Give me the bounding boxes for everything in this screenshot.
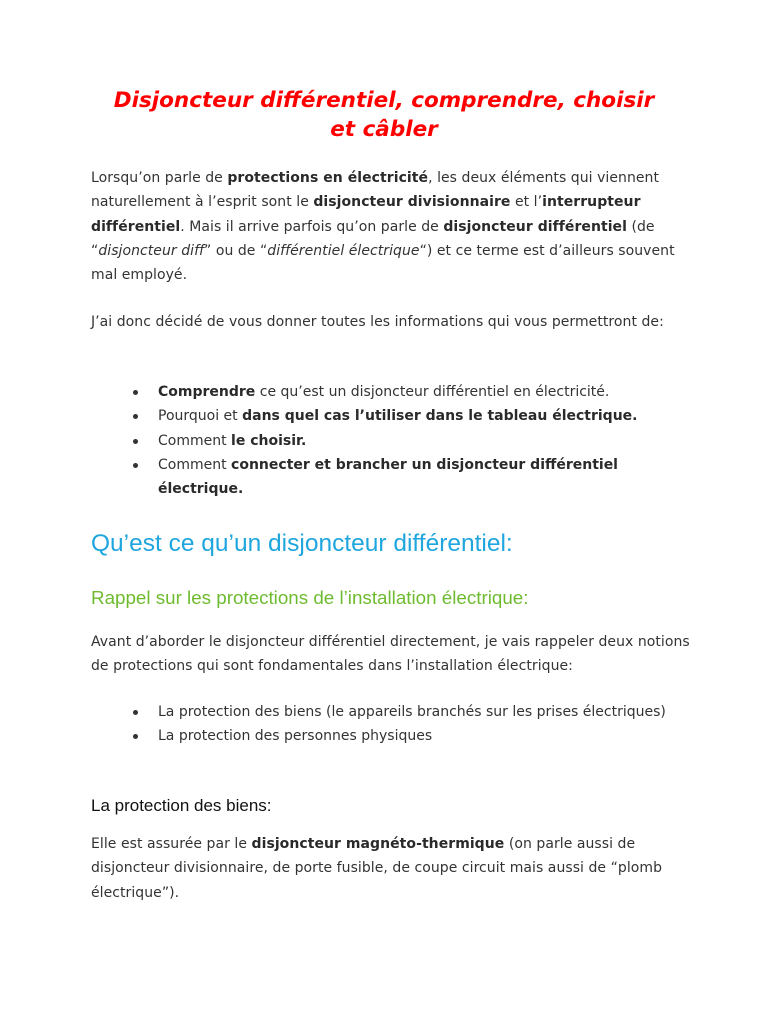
intro-bold-disjoncteur-differentiel: disjoncteur différentiel	[443, 218, 627, 235]
rappel-paragraph: Avant d’aborder le disjoncteur différentiel directement, je vais rappeler deux notions de protections qui sont fondamentales dans l’installation électrique:	[91, 634, 690, 675]
list-item: Comprendre ce qu’est un disjoncteur différentiel en électricité.	[132, 380, 692, 404]
intro-text-6: ” ou de “	[204, 242, 268, 259]
protection-biens-paragraph: Elle est assurée par le disjoncteur magnéto-thermique (on parle aussi de disjoncteur divisionnaire, de porte fusible, de coupe circuit mais aussi de “plomb électrique”).	[91, 836, 663, 901]
bullet-icon	[133, 439, 138, 444]
intro-text-4: . Mais il arrive parfois qu’on parle de	[180, 218, 444, 235]
list-item: Comment connecter et brancher un disjoncteur différentiel électrique.	[132, 453, 692, 502]
list-item: Comment le choisir.	[132, 429, 692, 453]
bullet-icon	[133, 463, 138, 468]
bullet-icon	[133, 390, 138, 395]
intro-text-2: , les deux éléments qui viennent naturellement à l’esprit sont le	[91, 170, 660, 211]
list-item: Pourquoi et dans quel cas l’utiliser dans le tableau électrique.	[132, 404, 692, 428]
list-item: La protection des biens (le appareils branchés sur les prises électriques)	[132, 700, 692, 724]
objectives-list	[132, 380, 692, 501]
intro-text-1: Lorsqu’on parle de	[91, 170, 228, 186]
intro-bold-protections: protections en électricité	[227, 170, 429, 186]
subsection-heading-rappel: Rappel sur les protections de l’installation électrique:	[91, 587, 529, 608]
subsection-heading-protection-biens: La protection des biens:	[91, 796, 272, 815]
purpose-paragraph: J’ai donc décidé de vous donner toutes les informations qui vous permettront de:	[91, 314, 664, 330]
intro-text-7: “) et ce terme est d’ailleurs souvent mal employé.	[91, 242, 675, 284]
intro-bold-disjoncteur-divisionnaire: disjoncteur divisionnaire	[313, 194, 511, 211]
bullet-icon	[133, 710, 138, 715]
protections-list	[132, 700, 692, 749]
intro-bold-interrupteur-differentiel: interrupteur différentiel	[91, 194, 641, 235]
intro-text-5: (de “	[91, 218, 655, 259]
bold-disjoncteur-magneto-thermique: disjoncteur magnéto-thermique	[251, 836, 505, 852]
document-title-line-1: Disjoncteur différentiel, comprendre, choisir	[113, 88, 655, 113]
bullet-icon	[133, 414, 138, 419]
intro-italic-differentiel-electrique: différentiel électrique	[267, 242, 420, 259]
section-heading-what-is: Qu’est ce qu’un disjoncteur différentiel:	[91, 530, 513, 557]
document-title-line-2: et câbler	[330, 117, 438, 142]
intro-italic-disjoncteur-diff: disjoncteur diff	[98, 242, 205, 259]
intro-text-3: et l’	[510, 194, 543, 211]
intro-paragraph	[91, 166, 691, 287]
document-title	[70, 86, 698, 144]
list-item: La protection des personnes physiques	[132, 724, 692, 748]
bullet-icon	[133, 734, 138, 739]
